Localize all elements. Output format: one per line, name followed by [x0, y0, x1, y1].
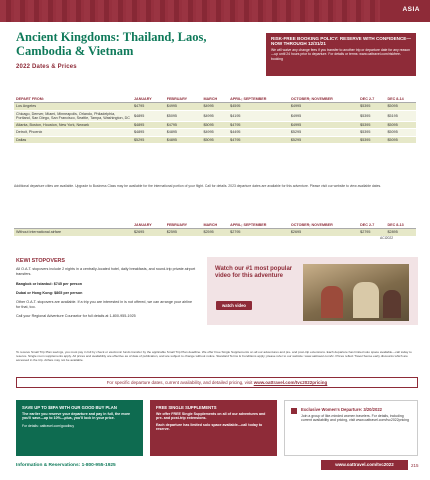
row-city: Los Angeles — [14, 103, 132, 110]
price-cell: $2695 — [132, 229, 165, 236]
risk-free-promo — [266, 33, 416, 76]
price-cell: $4795 — [228, 136, 289, 143]
price-cell: $4995 — [201, 129, 228, 136]
col-header: MARCH — [201, 222, 228, 229]
price-cell: $2595 — [201, 229, 228, 236]
col-header: JANUARY — [132, 96, 165, 103]
good-buy-link[interactable]: For details: oattravel.com/goodbuy — [22, 423, 75, 428]
col-header: DEC 8-13 — [385, 222, 416, 229]
row-city: Detroit, Phoenix — [14, 129, 132, 136]
price-cell: $5095 — [385, 129, 416, 136]
supplements-body: We offer FREE Single Supplements on all of our adventures and pre- and post-trip extensions. — [156, 412, 266, 421]
good-buy-heading: SAVE UP TO $8PA WITH OUR GOOD BUY PLAN — [22, 405, 117, 410]
price-cell: $5395 — [358, 129, 385, 136]
price-cell: $4995 — [165, 103, 202, 110]
price-cell: $4895 — [165, 129, 202, 136]
person-figure — [321, 286, 343, 318]
banner-pattern — [0, 0, 380, 22]
col-header: FEBRUARY — [165, 96, 202, 103]
price-cell: $5195 — [385, 110, 416, 122]
price-cell: $4895 — [132, 122, 165, 129]
price-cell: $4795 — [132, 103, 165, 110]
price-cell: $4795 — [228, 122, 289, 129]
row-city: Dallas — [14, 136, 132, 143]
price-cell: $5395 — [358, 110, 385, 122]
region-label: ASIA — [402, 6, 420, 13]
table-row — [14, 129, 416, 136]
price-cell: $4895 — [165, 136, 202, 143]
price-cell: $2695 — [289, 229, 358, 236]
col-header: APRIL; SEPTEMBER — [228, 96, 289, 103]
kewi-heading: KEWI STOPOVERS — [16, 258, 66, 264]
watch-video-button[interactable]: watch video — [216, 301, 252, 310]
table-note: Additional departure cities are available. Upgrade to Business Class may be available for the international portion of your flight. Call for details. 2023 departure dates are available for this adventure. Please visit our website to view available dates. — [14, 184, 382, 188]
col-header: APRIL; SEPTEMBER — [228, 222, 289, 229]
kewi-dubai-price: Dubai or Hong Kong: $865 per person — [16, 291, 83, 295]
page-number: 215 — [411, 463, 419, 468]
person-figure — [383, 290, 401, 318]
price-cell: $4995 — [201, 103, 228, 110]
col-header: JANUARY — [132, 222, 165, 229]
price-cell: $5095 — [385, 136, 416, 143]
promo-body: We will waive any change fees if you transfer to another trip or departure date for any reason—up until 24 hours prior to departure. For details or terms: www.oattravel.com/riskfree-booking — [271, 47, 411, 61]
table-row — [14, 122, 416, 129]
price-cell: $4495 — [228, 129, 289, 136]
price-cell: $5095 — [201, 122, 228, 129]
col-header: MARCH — [201, 96, 228, 103]
price-cell: $5295 — [289, 136, 358, 143]
price-cell: $4995 — [289, 110, 358, 122]
price-cell: $5295 — [132, 136, 165, 143]
row-city: Atlanta, Boston, Houston, New York, Newark — [14, 122, 132, 129]
price-table-without-airfare — [14, 222, 416, 237]
price-cell: $5395 — [358, 122, 385, 129]
row-city: Chicago, Denver, Miami, Minneapolis, Orlando, Philadelphia, Portland, San Diego, San Francisco, Seattle, Tampa, Washington, DC — [14, 110, 132, 122]
kewi-call: Call your Regional Adventure Counselor for full details at 1-800-955-1925 — [16, 314, 136, 318]
fine-print: To receive Small Trip Plan savings, you must pay in full by check or electronic funds transfer by the applicable Small Trip Plan deadline. We offer Free Single Supplements on all our adventures and pre- and post-trip extensions. Each departure has limited solo space available—call today to reserve. Single room supplements apply. All prices and availability are effective as of date of publication, and are subject to change without notice. Standard Terms & Conditions apply; please refer to our website: www.oattravel.com/tc. Prices reflect Travel Sense early discounts which are accessed in the trip. Airfare may not be available. — [16, 350, 412, 362]
good-buy-body: The earlier you reserve your departure and pay in full, the more you'll save—up to 10%—plus, you'll lock in your price. — [22, 412, 131, 421]
reservations-info: Information & Reservations: 1-800-955-1925 — [16, 463, 116, 468]
page-title: Ancient Kingdoms: Thailand, Laos, Cambodia & Vietnam — [16, 30, 207, 58]
person-figure — [353, 282, 379, 318]
price-cell: $4595 — [228, 103, 289, 110]
col-header: DEPART FROM: — [14, 96, 132, 103]
video-title: Watch our #1 most popular video for this adventure — [215, 266, 293, 279]
table-row — [14, 136, 416, 143]
col-header — [14, 222, 132, 229]
womens-heading: Exclusive Women's Departure: 3/20/2022 — [301, 407, 382, 412]
womens-body: Join a group of like-minded women travelers. For details, including current availability and pricing, visit www.oattravel.com/tvc2022pricing — [301, 414, 409, 423]
pricing-link[interactable]: www.oattravel.com/tvc2022pricing — [253, 380, 328, 385]
price-cell: $2795 — [358, 229, 385, 236]
table-row — [14, 103, 416, 110]
year-code: ACI2022 — [380, 236, 394, 240]
top-banner — [0, 0, 430, 22]
col-header: DEC 8-14 — [385, 96, 416, 103]
price-cell: $4995 — [201, 110, 228, 122]
price-cell: $2895 — [385, 229, 416, 236]
price-cell: $5395 — [358, 136, 385, 143]
pricing-link-bar — [16, 377, 418, 388]
price-cell: $5095 — [165, 110, 202, 122]
table-row — [14, 229, 416, 236]
col-header: DEC 2-7 — [358, 96, 385, 103]
price-cell: $4895 — [132, 110, 165, 122]
table-row — [14, 110, 416, 122]
price-table-with-airfare — [14, 96, 416, 144]
supplements-body-2: Each departure has limited solo space available—call today to reserve. — [156, 422, 263, 432]
video-thumbnail[interactable] — [303, 264, 409, 321]
good-buy-plan-box — [16, 400, 143, 456]
single-supplements-box — [150, 400, 277, 456]
col-header: OCTOBER; NOVEMBER — [289, 222, 358, 229]
row-city: Without international airfare — [14, 229, 132, 236]
video-promo — [207, 257, 418, 325]
square-bullet-icon — [291, 408, 297, 414]
price-cell: $2595 — [165, 229, 202, 236]
price-cell: $5295 — [289, 129, 358, 136]
supplements-heading: FREE SINGLE SUPPLEMENTS — [156, 405, 217, 410]
price-cell: $5095 — [385, 122, 416, 129]
kewi-intro: All O.A.T. stopovers include 2 nights in a centrally-located hotel, daily breakfasts, and round-trip private airport transfers. — [16, 267, 196, 276]
price-cell: $5095 — [385, 103, 416, 110]
col-header: FEBRUARY — [165, 222, 202, 229]
col-header: DEC 2-7 — [358, 222, 385, 229]
price-cell: $2795 — [228, 229, 289, 236]
price-cell: $4795 — [165, 122, 202, 129]
price-cell: $4195 — [228, 110, 289, 122]
price-cell: $5395 — [358, 103, 385, 110]
promo-heading: RISK-FREE BOOKING POLICY: RESERVE WITH CONFIDENCE—NOW THROUGH 12/31/21 — [271, 36, 411, 47]
footer-url[interactable]: www.oattravel.com/tvc2022 — [321, 460, 408, 470]
kewi-bangkok-price: Bangkok or Istanbul: $745 per person — [16, 282, 82, 286]
col-header: OCTOBER; NOVEMBER — [289, 96, 358, 103]
page-subtitle: 2022 Dates & Prices — [16, 64, 77, 70]
womens-departure-box — [284, 400, 418, 456]
price-cell: $4895 — [132, 129, 165, 136]
price-cell: $4995 — [289, 103, 358, 110]
price-cell: $5095 — [201, 136, 228, 143]
kewi-other: Other O.A.T. stopovers are available. If a trip you are interested in is not offered, we can arrange your airline for that, too. — [16, 300, 192, 309]
bar-text: For specific departure dates, current availability, and detailed pricing, visit — [106, 380, 254, 385]
price-cell: $4995 — [289, 122, 358, 129]
